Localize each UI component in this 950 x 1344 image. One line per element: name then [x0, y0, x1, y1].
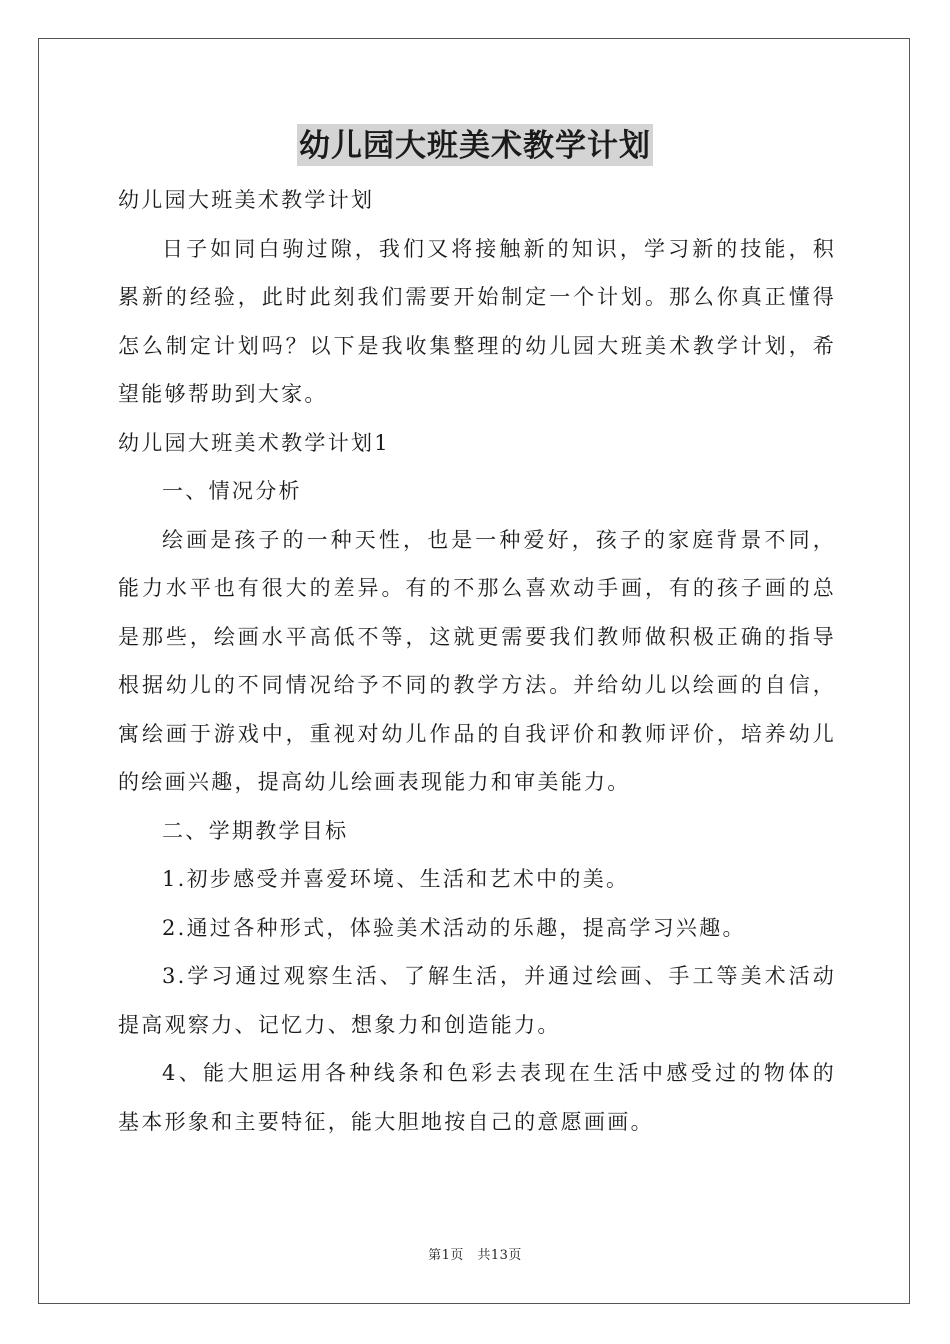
- body-line: 二、学期教学目标: [162, 818, 349, 843]
- body-line: 一、情况分析: [162, 479, 302, 503]
- title-container: [0, 124, 950, 166]
- body-line: 幼儿园大班美术教学计划1: [118, 430, 390, 455]
- body-line: 幼儿园大班美术教学计划: [118, 188, 375, 212]
- body-line: 寓绘画于游戏中，重视对幼儿作品的自我评价和教师评价，培养幼儿: [118, 721, 836, 746]
- body-line: 累新的经验，此时此刻我们需要开始制定一个计划。那么你真正懂得: [118, 285, 836, 309]
- body-line: 1.初步感受并喜爱环境、生活和艺术中的美。: [162, 867, 630, 891]
- body-line: 2.通过各种形式，体验美术活动的乐趣，提高学习兴趣。: [162, 915, 746, 940]
- body-line: 的绘画兴趣，提高幼儿绘画表现能力和审美能力。: [118, 770, 631, 794]
- body-line: 基本形象和主要特征，能大胆地按自己的意愿画画。: [118, 1109, 654, 1134]
- body-line: 日子如同白驹过隙，我们又将接触新的知识，学习新的技能，积: [162, 236, 836, 261]
- page-footer: 第1页 共13页: [428, 1248, 522, 1263]
- body-line: 绘画是孩子的一种天性，也是一种爱好，孩子的家庭背景不同，: [162, 527, 836, 552]
- body-line: 是那些，绘画水平高低不等，这就更需要我们教师做积极正确的指导: [118, 624, 836, 649]
- body-line: 4、能大胆运用各种线条和色彩去表现在生活中感受过的物体的: [162, 1061, 836, 1085]
- body-line: 望能够帮助到大家。: [118, 382, 328, 406]
- body-line: 提高观察力、记忆力、想象力和创造能力。: [118, 1012, 561, 1037]
- body-line: 怎么制定计划吗？以下是我收集整理的幼儿园大班美术教学计划，希: [118, 333, 836, 358]
- document-body: [118, 176, 836, 1146]
- body-line: 3.学习通过观察生活、了解生活，并通过绘画、手工等美术活动: [162, 964, 836, 988]
- body-line: 根据幼儿的不同情况给予不同的教学方法。并给幼儿以绘画的自信，: [118, 673, 836, 697]
- body-line: 能力水平也有很大的差异。有的不那么喜欢动手画，有的孩子画的总: [118, 576, 836, 600]
- document-title: 幼儿园大班美术教学计划: [297, 124, 653, 166]
